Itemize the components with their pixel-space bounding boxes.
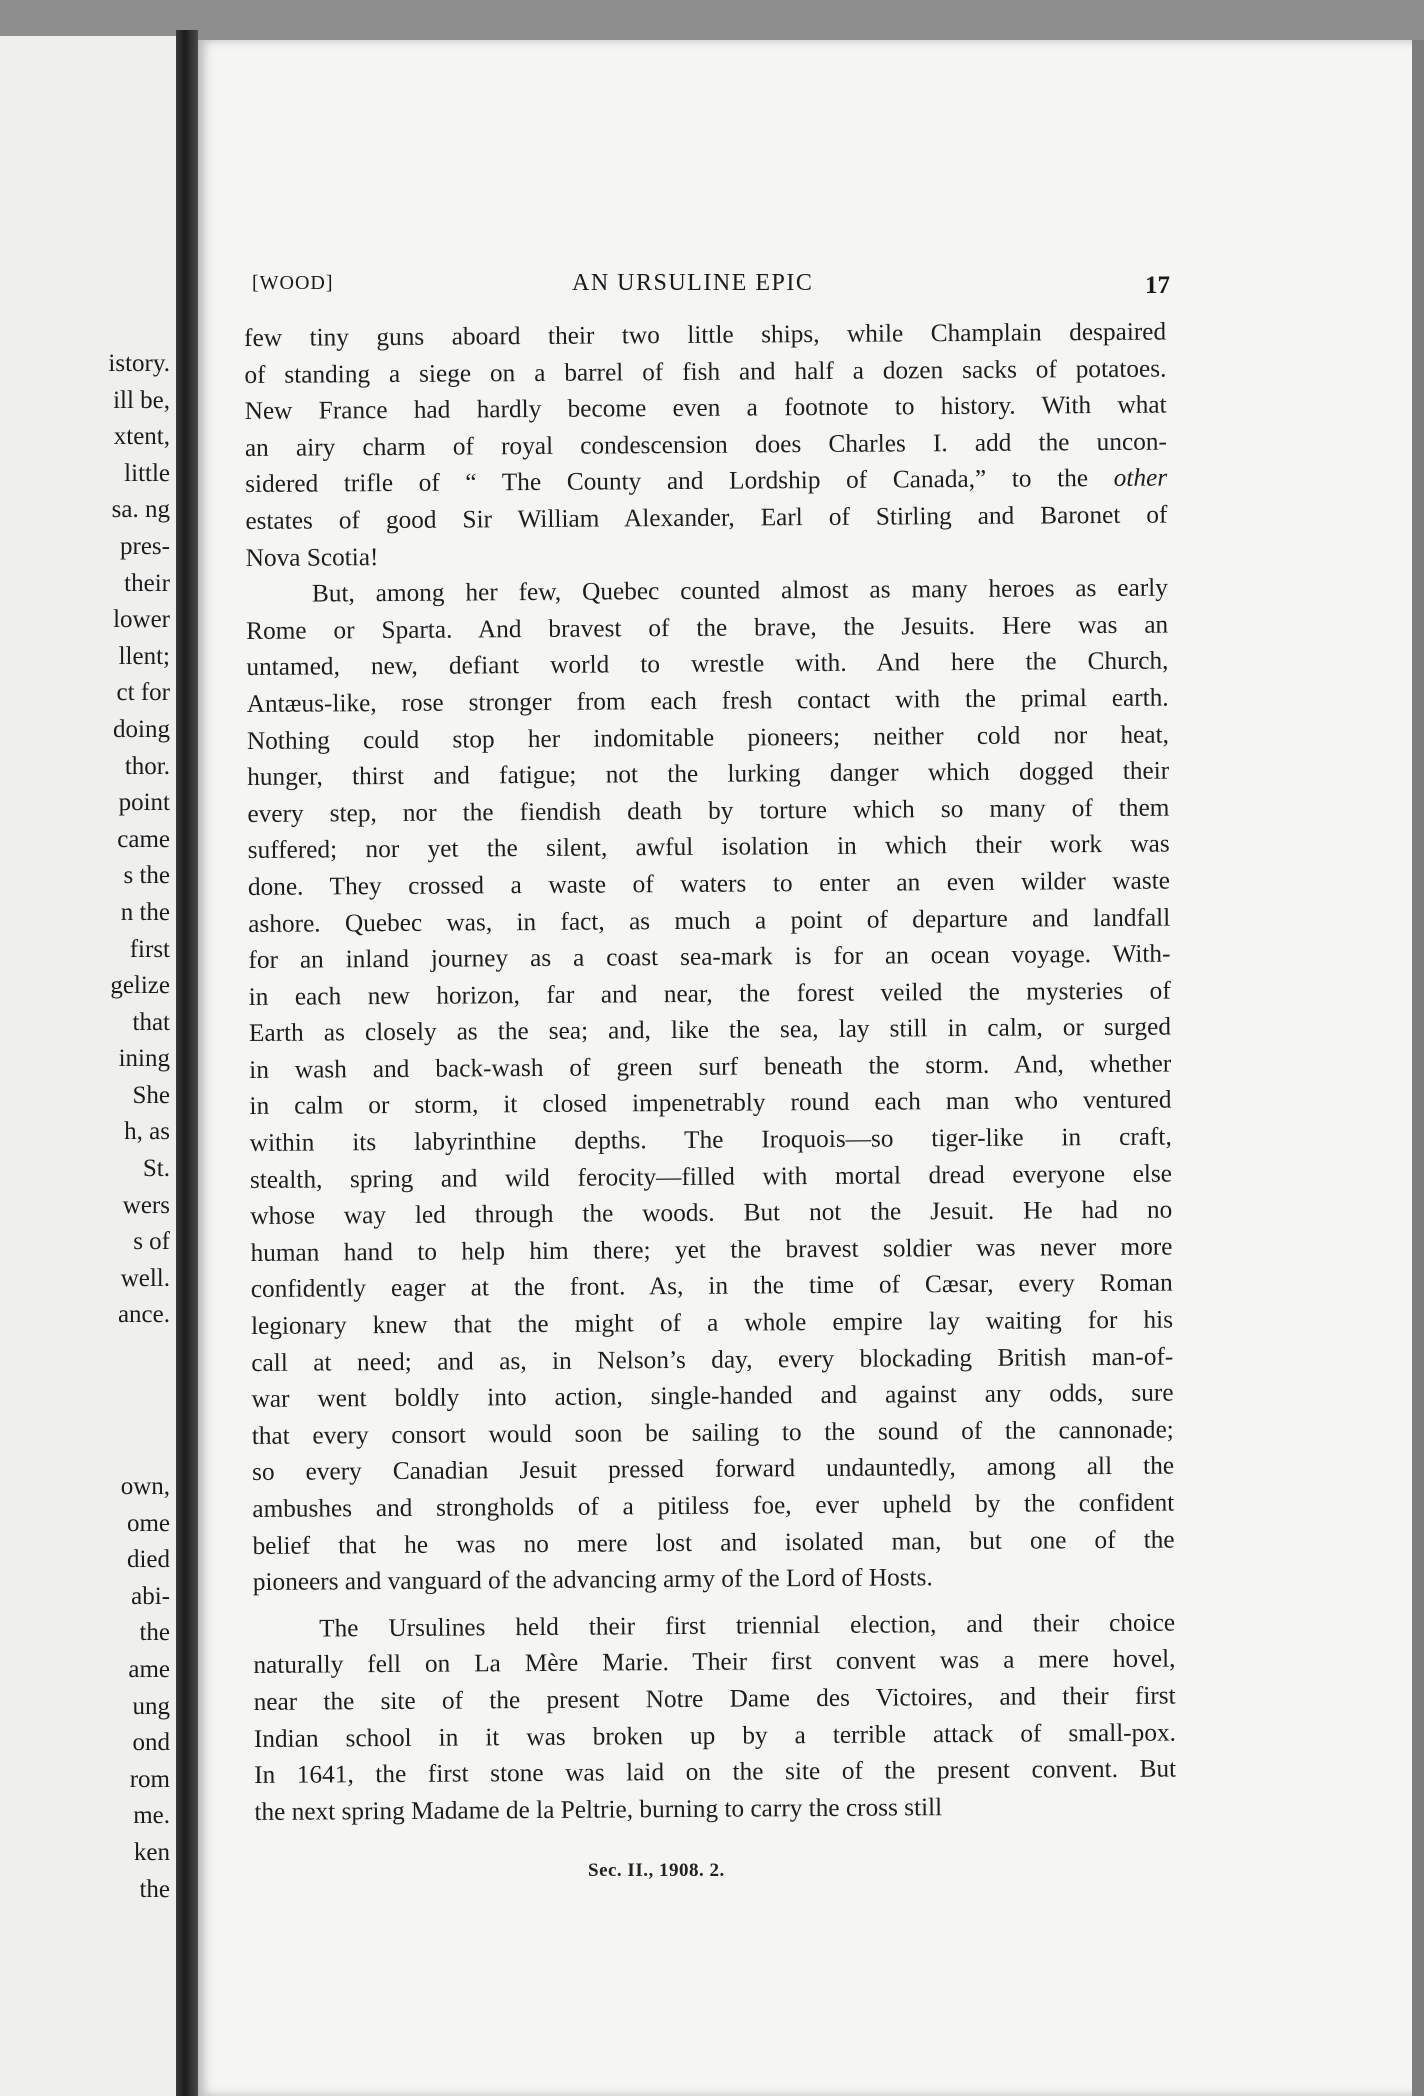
previous-page-line: n the: [120, 898, 170, 926]
text-line: ashore. Quebec was, in fact, as much a point of departure and landfall: [248, 903, 1171, 938]
header-title: AN URSULINE EPIC: [572, 270, 814, 296]
previous-page-line: the: [139, 1619, 170, 1647]
previous-page-line: lower: [113, 606, 170, 634]
previous-page-line: rom: [129, 1765, 170, 1793]
text-line: war went boldly into action, single-handed and against any odds, sure: [251, 1378, 1174, 1414]
previous-page-line: ill be,: [113, 386, 170, 414]
text-line: Earth as closely as the sea; and, like the sea, lay still in calm, or surged: [248, 1012, 1172, 1048]
previous-page-line: ung: [132, 1692, 170, 1720]
text-line: few tiny guns aboard their two little ships, while Champlain despaired: [244, 317, 1167, 352]
text-line: in each new horizon, far and near, the forest veiled the mysteries of: [248, 976, 1171, 1011]
text-line: stealth, spring and wild ferocity—filled with mortal dread everyone else: [249, 1159, 1173, 1194]
text-line: Nothing could stop her indomitable pioneers; neither cold nor heat,: [246, 720, 1170, 755]
text-line: In 1641, the first stone was laid on the site of the present convent. But: [254, 1754, 1177, 1790]
previous-page-line: their: [124, 569, 170, 597]
text-line: But, among her few, Quebec counted almost as many heroes as early: [311, 573, 1168, 608]
previous-page-line: llent;: [118, 642, 170, 670]
previous-page-fragment: [0, 36, 178, 2096]
text-line: so every Canadian Jesuit pressed forward undauntedly, among all the: [251, 1451, 1175, 1487]
page-edge: [1412, 40, 1424, 2096]
previous-page-line: xtent,: [113, 423, 170, 451]
text-line: belief that he was no mere lost and isolated man, but one of the: [252, 1525, 1175, 1560]
text-line: hunger, thirst and fatigue; not the lurking danger which dogged their: [247, 756, 1170, 792]
text-line: near the site of the present Notre Dame des Victoires, and their first: [253, 1681, 1176, 1716]
previous-page-line: s the: [123, 862, 170, 890]
previous-page-line: ame: [128, 1656, 170, 1683]
previous-page-line: ance.: [117, 1301, 170, 1329]
text-line: Rome or Sparta. And bravest of the brave, the Jesuits. Here was an: [246, 610, 1169, 645]
page-number: 17: [1145, 272, 1170, 299]
text-line: Nova Scotia!: [245, 542, 379, 572]
text-line: every step, nor the fiendish death by torture which so many of them: [247, 793, 1170, 828]
text-line: done. They crossed a waste of waters to enter an even wilder waste: [247, 866, 1171, 901]
text-line: ambushes and strongholds of a pitiless foe, ever upheld by the confident: [252, 1488, 1175, 1523]
previous-page-line: ome: [126, 1509, 170, 1537]
previous-page-line: ond: [132, 1729, 170, 1757]
previous-page-line: ken: [133, 1838, 170, 1866]
text-line: call at need; and as, in Nelson’s day, every blockading British man-of-: [251, 1342, 1174, 1377]
previous-page-line: that: [132, 1008, 170, 1036]
previous-page-line: ct for: [116, 679, 170, 707]
previous-page-line: She: [132, 1081, 170, 1109]
text-line: legionary knew that the might of a whole empire lay waiting for his: [250, 1305, 1174, 1341]
running-header: [252, 268, 1170, 308]
book-gutter: [176, 30, 198, 2096]
previous-page-line: point: [118, 789, 170, 817]
previous-page-line: me.: [133, 1802, 170, 1830]
text-line: sidered trifle of “ The County and Lordship of Canada,” to the other: [245, 463, 1168, 499]
previous-page-line: own,: [120, 1473, 170, 1501]
previous-page-line: doing: [113, 715, 170, 743]
text-line: the next spring Madame de la Peltrie, burning to carry the cross still: [254, 1792, 943, 1826]
text-line: pioneers and vanguard of the advancing army of the Lord of Hosts.: [252, 1563, 933, 1597]
text-line: whose way led through the woods. But not the Jesuit. He had no: [250, 1195, 1173, 1231]
previous-page-line: gelize: [110, 972, 170, 1000]
text-line: in wash and back-wash of green surf beneath the storm. And, whether: [249, 1049, 1172, 1084]
previous-page-line: came: [117, 825, 170, 853]
previous-page-line: wers: [122, 1191, 170, 1219]
body-text: [244, 314, 1177, 1831]
text-line: untamed, new, defiant world to wrestle with. And here the Church,: [246, 646, 1169, 682]
text-line: The Ursulines held their first triennial election, and their choice: [319, 1608, 1176, 1643]
previous-page-line: istory.: [108, 350, 170, 377]
previous-page-line: abi-: [131, 1582, 170, 1610]
text-line: New France had hardly become even a footnote to history. With what: [244, 390, 1167, 426]
text-line: naturally fell on La Mère Marie. Their first convent was a mere hovel,: [253, 1644, 1176, 1680]
previous-page-line: died: [126, 1546, 170, 1574]
previous-page-line: sa. ng: [111, 496, 170, 524]
previous-page-line: s of: [133, 1228, 170, 1256]
text-line: confidently eager at the front. As, in the time of Cæsar, every Roman: [250, 1268, 1173, 1304]
text-line: human hand to help him there; yet the bravest soldier was never more: [250, 1232, 1173, 1267]
previous-page-line: little: [124, 459, 170, 487]
previous-page-text: [108, 346, 170, 1908]
previous-page-line: well.: [120, 1264, 170, 1292]
text-line: in calm or storm, it closed impenetrably round each man who ventured: [249, 1086, 1172, 1121]
previous-page-line: St.: [142, 1155, 170, 1183]
previous-page-line: first: [129, 935, 170, 963]
previous-page-line: pres-: [120, 532, 170, 560]
text-line: suffered; nor yet the silent, awful isolation in which their work was: [247, 829, 1170, 865]
previous-page-line: the: [139, 1875, 170, 1903]
text-line: Antæus-like, rose stronger from each fresh contact with the primal earth.: [246, 683, 1169, 718]
text-line: that every consort would soon be sailing to the sound of the cannonade;: [251, 1415, 1174, 1450]
previous-page-line: thor.: [124, 752, 170, 780]
previous-page-line: h, as: [124, 1118, 170, 1146]
text-line: for an inland journey as a coast sea-mark is for an ocean voyage. With-: [248, 939, 1171, 975]
signature-footer: Sec. II., 1908. 2.: [588, 1860, 725, 1881]
text-line: within its labyrinthine depths. The Iroquois—so tiger-like in craft,: [249, 1122, 1172, 1158]
text-line: of standing a siege on a barrel of fish and half a dozen sacks of potatoes.: [244, 354, 1167, 389]
previous-page-line: ining: [118, 1045, 170, 1073]
text-line: Indian school in it was broken up by a terrible attack of small-pox.: [253, 1718, 1176, 1753]
text-line: estates of good Sir William Alexander, Earl of Stirling and Baronet of: [245, 500, 1168, 535]
header-author: [WOOD]: [252, 272, 334, 294]
text-line: an airy charm of royal condescension does Charles I. add the uncon-: [244, 427, 1167, 462]
